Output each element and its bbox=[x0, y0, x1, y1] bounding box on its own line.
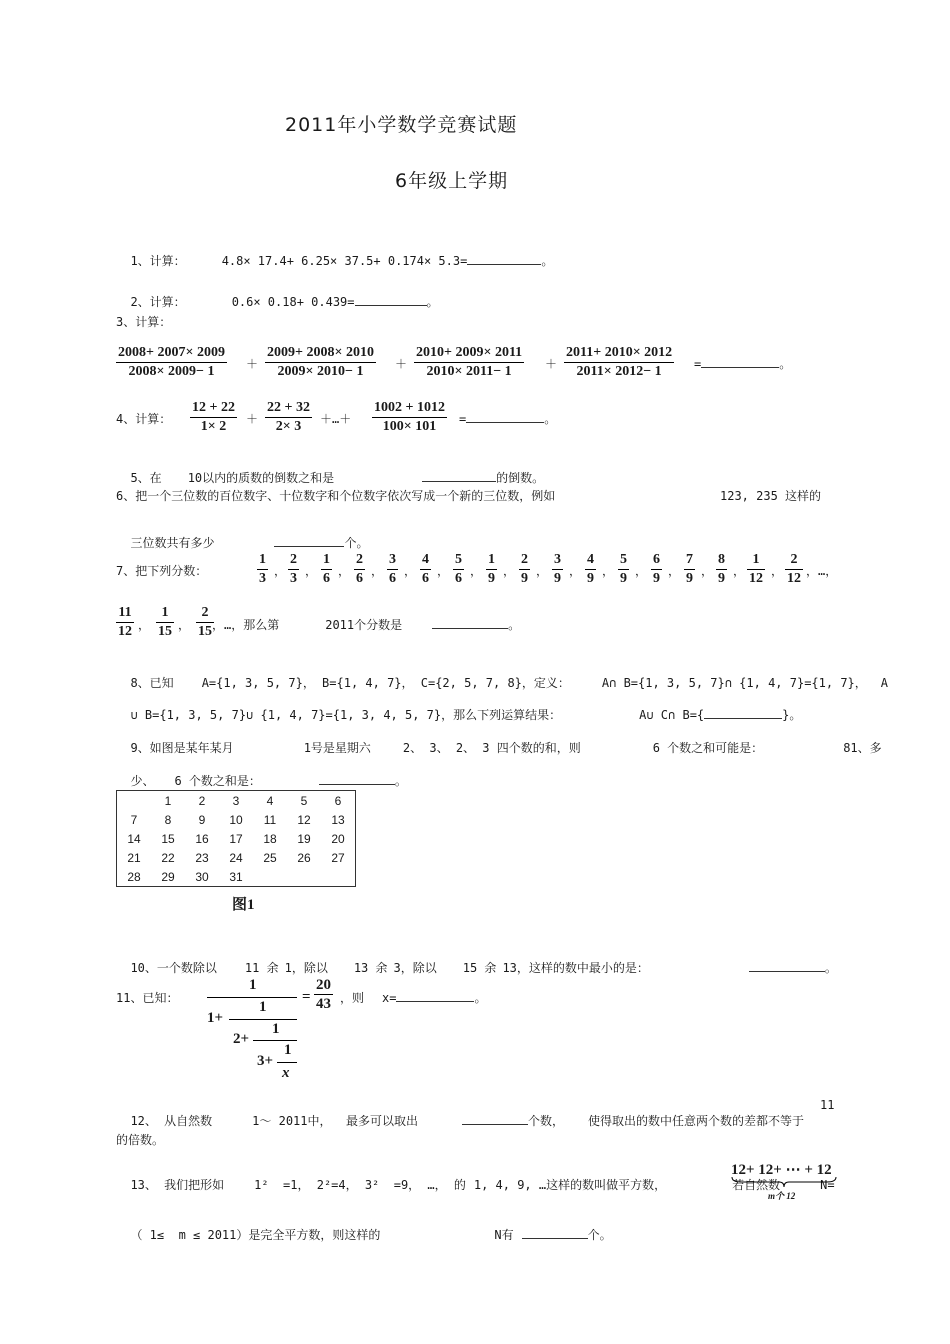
calendar-cell: 18 bbox=[263, 831, 277, 846]
q12-line-2: 的倍数。 bbox=[116, 1133, 165, 1147]
calendar-cell: 6 bbox=[334, 793, 342, 808]
q8-line-1: 8、已知 A={1, 3, 5, 7}， B={1, 4, 7}， C={2, 5, 7, 8}，定义： A∩ B={1, 3, 5, 7}∩ {1, 4, 7}={1, 7}， A bbox=[130, 676, 889, 690]
q7-fraction: $\frac{5}{9}$ bbox=[620, 552, 627, 586]
calendar-cell: 11 bbox=[263, 812, 277, 827]
calendar-cell: 24 bbox=[229, 850, 243, 865]
q7-fraction: $\frac{2}{15}$ bbox=[198, 605, 212, 639]
q4-answer: = 。 bbox=[459, 412, 557, 426]
q7-fraction: $\frac{1}{15}$ bbox=[158, 605, 172, 639]
q1-label: 1、计算： bbox=[130, 254, 186, 268]
q4-ellipsis: ＋…＋ bbox=[320, 412, 352, 426]
title-line-1: 2011年小学数学竞赛试题 bbox=[285, 114, 518, 136]
calendar-cell: 9 bbox=[198, 812, 206, 827]
calendar-cell: 27 bbox=[331, 850, 345, 865]
q7-fraction: $\frac{4}{9}$ bbox=[587, 552, 594, 586]
q7-comma: ， bbox=[371, 564, 384, 578]
q7-fraction: $\frac{1}{3}$ bbox=[259, 552, 266, 586]
calendar-cell bbox=[321, 867, 356, 887]
calendar-cell: 5 bbox=[300, 793, 308, 808]
q7-fraction: $\frac{4}{6}$ bbox=[422, 552, 429, 586]
calendar-cell: 28 bbox=[127, 869, 141, 884]
calendar-cell: 31 bbox=[229, 869, 243, 884]
calendar-cell: 16 bbox=[195, 831, 209, 846]
q4-answer-blank bbox=[466, 410, 544, 423]
calendar-cell: 13 bbox=[331, 812, 345, 827]
q7-comma: ， bbox=[733, 564, 746, 578]
q7-comma: ， bbox=[404, 564, 417, 578]
q9-line-1: 9、如图是某年某月 1号是星期六 2、 3、 2、 3 四个数的和，则 6 个数之和可能是： 81、多 bbox=[130, 741, 882, 755]
q7-fraction: $\frac{11}{12}$ bbox=[118, 605, 132, 639]
q8-answer-blank bbox=[704, 706, 782, 719]
q7-comma: ， bbox=[635, 564, 648, 578]
calendar-row bbox=[117, 829, 356, 848]
q7-comma: ， bbox=[437, 564, 450, 578]
q7-fraction: $\frac{2}{3}$ bbox=[290, 552, 297, 586]
q7-fraction: $\frac{1}{9}$ bbox=[488, 552, 495, 586]
calendar-cell: 23 bbox=[195, 850, 209, 865]
q3-answer: = 。 bbox=[694, 357, 792, 371]
q7-fraction: $\frac{2}{9}$ bbox=[521, 552, 528, 586]
q6-line-1: 6、把一个三位数的百位数字、十位数字和个位数字依次写成一个新的三位数，例如 bbox=[116, 489, 556, 503]
calendar-cell: 8 bbox=[164, 812, 172, 827]
calendar-cell: 19 bbox=[297, 831, 311, 846]
q7-comma: ， bbox=[138, 618, 151, 632]
q11-answer-blank bbox=[396, 989, 474, 1002]
q7-fraction: $\frac{5}{6}$ bbox=[455, 552, 462, 586]
q11-answer: ，则 x= 。 bbox=[340, 991, 487, 1005]
q2 bbox=[116, 279, 439, 310]
q6-line-2: 三位数共有多少 个。 bbox=[130, 536, 369, 550]
q11-continued-fraction: 1 1 1+ 1 2+ 1 3+ x bbox=[207, 977, 215, 1198]
q1-tail: 。 bbox=[541, 254, 554, 268]
q5-answer-blank bbox=[422, 469, 496, 482]
calendar-cell: 20 bbox=[331, 831, 345, 846]
calendar-cell: 3 bbox=[232, 793, 240, 808]
q7-comma: ， bbox=[274, 564, 287, 578]
q7-fraction: $\frac{7}{9}$ bbox=[686, 552, 693, 586]
q7-comma: ， bbox=[602, 564, 615, 578]
calendar-cell: 14 bbox=[127, 831, 141, 846]
q3-answer-blank bbox=[701, 355, 779, 368]
q7-ellipsis: ，…， bbox=[806, 564, 838, 578]
q7-fraction: $\frac{8}{9}$ bbox=[718, 552, 725, 586]
q3-plus-1: ＋ bbox=[246, 357, 259, 371]
q11-result-fraction: $\frac{20}{43}$ bbox=[316, 977, 331, 1012]
q3-plus-3: ＋ bbox=[545, 357, 558, 371]
q3-fraction-3: $\frac{2010+ 2009\times 2011}{2010\times 2011- 1}$ bbox=[416, 345, 523, 379]
q2-tail: 。 bbox=[426, 295, 439, 309]
q7-comma: ， bbox=[668, 564, 681, 578]
calendar-row bbox=[117, 867, 356, 887]
q7-fraction: $\frac{3}{9}$ bbox=[554, 552, 561, 586]
q7-comma: ， bbox=[771, 564, 784, 578]
q4-plus-1: ＋ bbox=[246, 412, 259, 426]
calendar-cell: 30 bbox=[195, 869, 209, 884]
q9-line-2: 少、 6 个数之和是： 。 bbox=[130, 774, 407, 788]
q7-fraction: $\frac{3}{6}$ bbox=[389, 552, 396, 586]
q10-answer-blank bbox=[749, 959, 825, 972]
q13-line-1: 13、 我们把形如 1² =1， 2²=4， 3² =9， …， 的 1, 4, 9, …这样的数叫做平方数， 若自然数 N= bbox=[130, 1178, 835, 1192]
calendar-cell: 22 bbox=[161, 850, 175, 865]
q3-fraction-4: $\frac{2011+ 2010\times 2012}{2011\times 2012- 1}$ bbox=[566, 345, 673, 379]
calendar-cell: 21 bbox=[127, 850, 141, 865]
q2-expr: 0.6× 0.18+ 0.439= bbox=[231, 295, 355, 309]
q12-line-1e: 11 bbox=[820, 1098, 835, 1112]
calendar-cell: 17 bbox=[229, 831, 243, 846]
q1 bbox=[116, 238, 553, 269]
q1-answer-blank bbox=[467, 252, 541, 265]
q4-fraction-2: $\frac{22 + 32}{2\times 3}$ bbox=[267, 400, 310, 434]
q4-label: 4、计算： bbox=[116, 412, 172, 426]
q13-answer-blank bbox=[522, 1226, 588, 1239]
calendar-row bbox=[117, 810, 356, 829]
calendar-cell bbox=[253, 867, 287, 887]
q11-equals: = bbox=[302, 989, 311, 1005]
q7-comma: ， bbox=[178, 618, 191, 632]
q7-comma: ， bbox=[701, 564, 714, 578]
q4-fraction-1: $\frac{12 + 22}{1\times 2}$ bbox=[192, 400, 235, 434]
q7-fraction: $\frac{2}{6}$ bbox=[356, 552, 363, 586]
calendar-cell: 2 bbox=[198, 793, 206, 808]
q7-fraction: $\frac{1}{12}$ bbox=[749, 552, 763, 586]
calendar-cell: 4 bbox=[266, 793, 274, 808]
q7-line-2: ，…，那么第 2011个分数是 。 bbox=[212, 618, 521, 632]
q8-line-2: ∪ B={1, 3, 5, 7}∪ {1, 4, 7}={1, 3, 4, 5, 7}，那么下列运算结果： A∪ C∩ B={ }。 bbox=[130, 708, 802, 722]
q7-fraction: $\frac{6}{9}$ bbox=[653, 552, 660, 586]
q6-line-1b: 123, 235 这样的 bbox=[720, 489, 822, 503]
calendar-cell: 26 bbox=[297, 850, 311, 865]
q3-plus-2: ＋ bbox=[395, 357, 408, 371]
q9-answer-blank bbox=[319, 772, 395, 785]
q7-comma: ， bbox=[503, 564, 516, 578]
q12-answer-blank bbox=[462, 1112, 528, 1125]
q7-comma: ， bbox=[569, 564, 582, 578]
calendar-table bbox=[116, 790, 356, 887]
q7-fraction: $\frac{1}{6}$ bbox=[323, 552, 330, 586]
calendar-cell bbox=[117, 791, 152, 811]
calendar-row bbox=[117, 791, 356, 811]
calendar-row bbox=[117, 848, 356, 867]
q7-comma: ， bbox=[536, 564, 549, 578]
q1-expr: 4.8× 17.4+ 6.25× 37.5+ 0.174× 5.3= bbox=[221, 254, 468, 268]
q12-line-1: 12、 从自然数 1～ 2011中， 最多可以取出 个数， 使得取出的数中任意两个数的差都不等于 bbox=[130, 1114, 804, 1128]
q7-comma: ， bbox=[470, 564, 483, 578]
calendar-cell: 25 bbox=[263, 850, 277, 865]
calendar-cell: 15 bbox=[161, 831, 175, 846]
calendar-cell: 10 bbox=[229, 812, 243, 827]
q7-comma: ， bbox=[305, 564, 318, 578]
calendar-cell: 12 bbox=[297, 812, 311, 827]
calendar-cell bbox=[287, 867, 321, 887]
q13-underbrace bbox=[731, 1176, 837, 1188]
calendar-cell: 29 bbox=[161, 869, 175, 884]
calendar-cell: 1 bbox=[164, 793, 172, 808]
q6-answer-blank bbox=[274, 534, 344, 547]
q2-answer-blank bbox=[355, 293, 427, 306]
figure-caption: 图1 bbox=[232, 897, 255, 913]
calendar-cell: 7 bbox=[130, 812, 138, 827]
q13-line-2: （ 1≤ m ≤ 2011）是完全平方数，则这样的 N有 个。 bbox=[130, 1228, 612, 1242]
q11-label: 11、已知： bbox=[116, 991, 179, 1005]
q10: 10、一个数除以 11 余 1，除以 13 余 3，除以 15 余 13，这样的数中最小的是： 。 bbox=[130, 961, 837, 975]
title-line-2: 6年级上学期 bbox=[395, 170, 509, 192]
q2-label: 2、计算： bbox=[130, 295, 186, 309]
q13-brace-label: m个 12 bbox=[768, 1191, 796, 1201]
q7-label: 7、把下列分数： bbox=[116, 564, 208, 578]
q3-label: 3、计算： bbox=[116, 315, 172, 329]
q5: 5、在 10以内的质数的倒数之和是 的倒数。 bbox=[130, 471, 545, 485]
q3-fraction-1: $\frac{2008+ 2007\times 2009}{2008\times 2009- 1}$ bbox=[118, 345, 225, 379]
q7-fraction: $\frac{2}{12}$ bbox=[787, 552, 801, 586]
q3-fraction-2: $\frac{2009+ 2008\times 2010}{2009\times 2010- 1}$ bbox=[267, 345, 374, 379]
q7-comma: ， bbox=[338, 564, 351, 578]
q7-answer-blank bbox=[432, 616, 508, 629]
q13-sum: 12+ 12+ ⋯ + 12 bbox=[731, 1162, 832, 1178]
q4-fraction-3: $\frac{1002 + 1012}{100\times 101}$ bbox=[374, 400, 445, 434]
